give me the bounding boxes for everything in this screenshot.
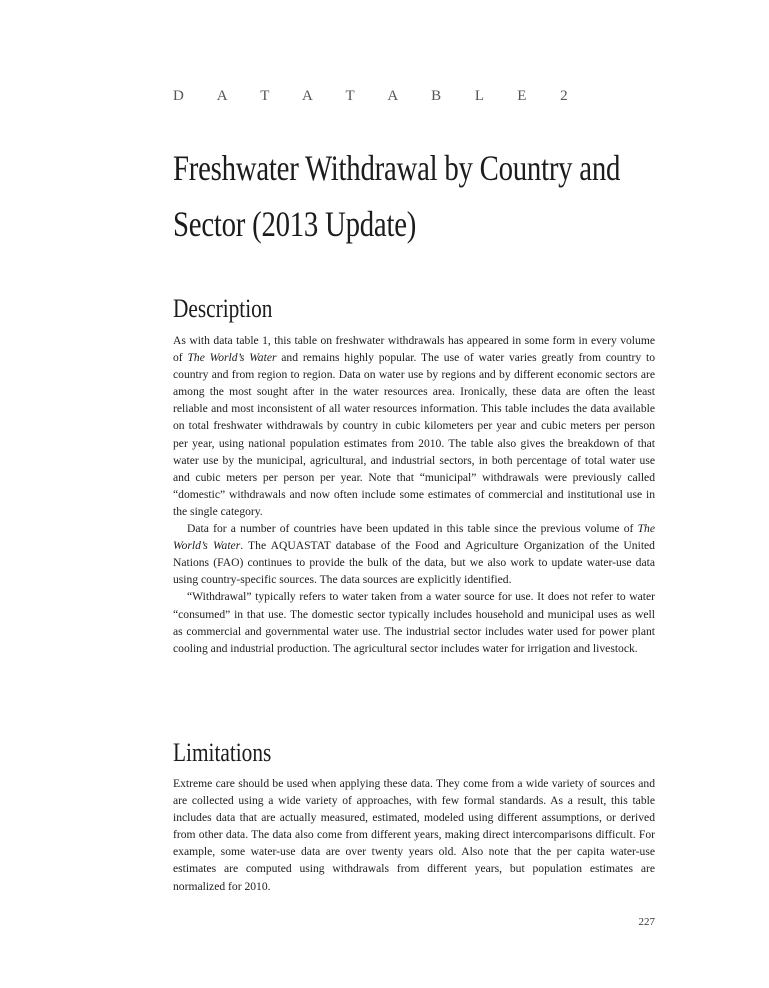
page-title: Freshwater Withdrawal by Country and Sector (2013 Update) — [173, 148, 621, 244]
description-paragraph: Data for a number of countries have been updated in this table since the previous volume of The World’s Water. The AQUASTAT database of the Food and Agriculture Organization of the United Nations (FAO) continues to provide the bulk of the data, but we also work to update water-use data using country-specific sources. The data sources are explicitly identified. — [173, 522, 655, 587]
book-title: The World’s Water — [173, 522, 655, 553]
description-paragraph: “Withdrawal” typically refers to water taken from a water source for use. It does not refer to water “consumed” in that use. The domestic sector typically includes household and municipal uses as well as commercial and governmental water use. The industrial sector includes water used for power plant cooling and industrial production. The agricultural sector includes water for irrigation and livestock. — [173, 590, 655, 655]
section-kicker: D A T A T A B L E 2 — [173, 88, 583, 104]
description-paragraph: As with data table 1, this table on freshwater withdrawals has appeared in some form in every volume of The World’s Water and remains highly popular. The use of water varies greatly from country to country and from region to region. Data on water use by regions and by different economic sectors are among the most sought after in the water resources area. Ironically, these data are often the least reliable and most inconsistent of all water resources information. This table includes the data available on total freshwater withdrawals by country in cubic kilometers per year and cubic meters per person per year, using national population estimates from 2010. The table also gives the breakdown of that water use by the municipal, agricultural, and industrial sectors, in both percentage of total water use and cubic meters per person per year. Note that “municipal” withdrawals were previously called “domestic” withdrawals and now often include some estimates of commercial and institutional use in the single category. — [173, 334, 656, 518]
limitations-heading: Limitations — [173, 738, 272, 767]
description-heading: Description — [173, 294, 273, 323]
book-title: The World’s Water — [187, 351, 277, 365]
limitations-paragraph: Extreme care should be used when applying these data. They come from a wide variety of sources and are collected using a wide variety of approaches, with few formal standards. As a result, this table includes data that are actually measured, estimated, modeled using different assumptions, or derived from other data. The data also come from different years, making direct intercomparisons difficult. For example, some water-use data are over twenty years old. Also note that the per capita water-use estimates are computed using withdrawals from different years, but population estimates are normalized for 2010. — [173, 777, 655, 893]
description-body — [173, 332, 655, 657]
page-number: 227 — [638, 916, 655, 928]
limitations-body — [173, 775, 655, 895]
